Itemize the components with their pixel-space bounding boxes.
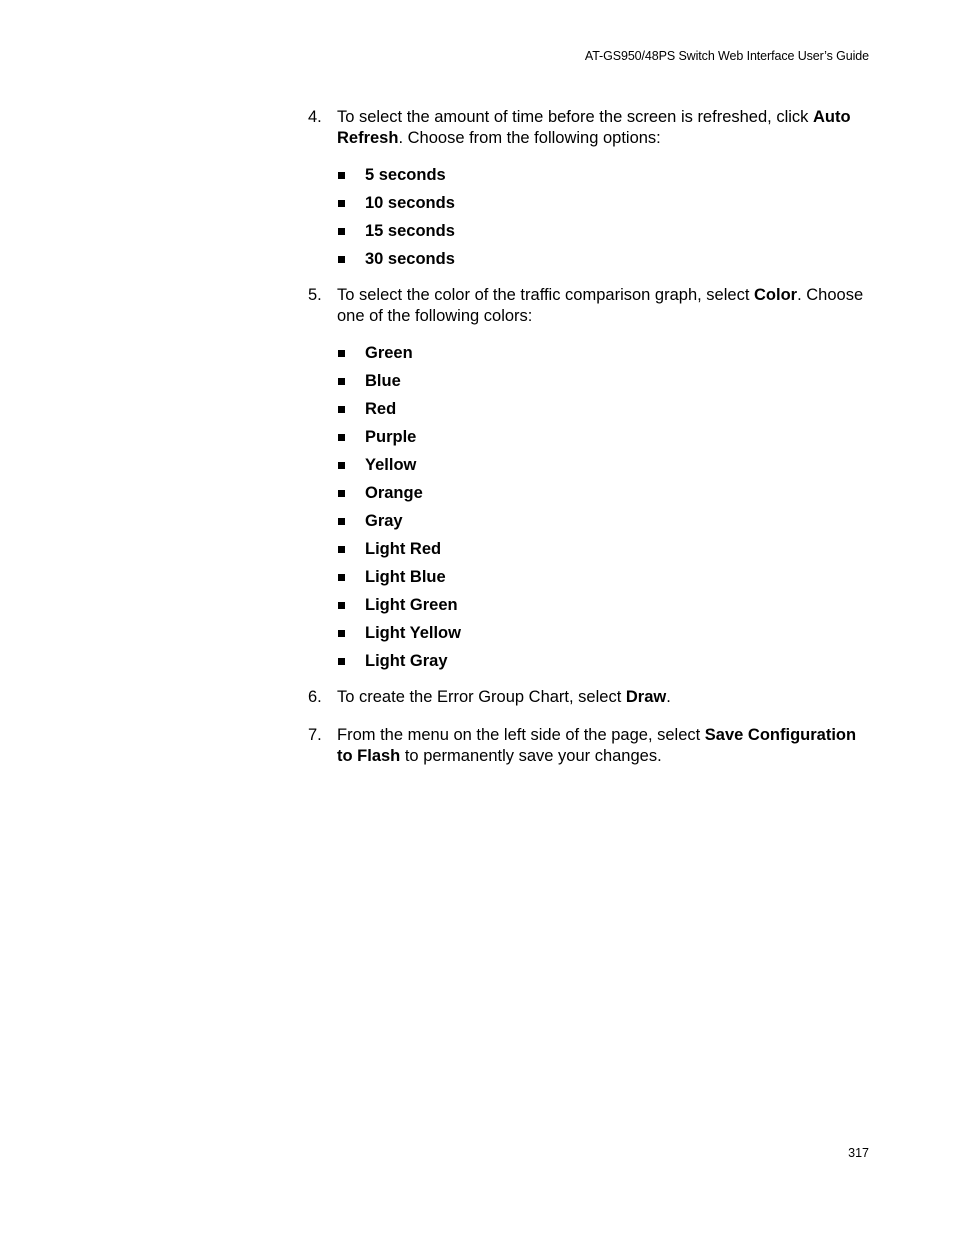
list-item — [308, 339, 874, 367]
instructions — [308, 107, 874, 767]
square-bullet-icon — [338, 518, 345, 525]
step-text — [337, 687, 874, 708]
list-item — [308, 423, 874, 451]
step-text-part: to permanently save your changes. — [400, 747, 662, 765]
list-item-text: Light Blue — [365, 568, 446, 586]
step-number: 5. — [308, 286, 322, 304]
step-text-part: To create the Error Group Chart, select — [337, 688, 626, 706]
list-item-text: Gray — [365, 512, 403, 530]
step-text — [337, 725, 874, 767]
ui-label-color: Color — [754, 286, 798, 304]
square-bullet-icon — [338, 462, 345, 469]
step-number: 6. — [308, 688, 322, 706]
list-item — [308, 245, 874, 273]
square-bullet-icon — [338, 546, 345, 553]
color-options-list — [308, 339, 874, 675]
header-title: AT-GS950/48PS Switch Web Interface User’s Guide — [584, 49, 869, 63]
square-bullet-icon — [338, 172, 345, 179]
ui-label-draw: Draw — [625, 688, 667, 706]
list-item-text: Orange — [365, 484, 423, 502]
square-bullet-icon — [338, 200, 345, 207]
step-text-part: . Choose one of the following colors: — [337, 286, 864, 325]
list-item-text: Yellow — [365, 456, 417, 474]
square-bullet-icon — [338, 602, 345, 609]
list-item — [308, 161, 874, 189]
square-bullet-icon — [338, 434, 345, 441]
square-bullet-icon — [338, 574, 345, 581]
list-item-text: Red — [365, 400, 397, 418]
list-item-text: 10 seconds — [365, 194, 455, 212]
list-item — [308, 395, 874, 423]
square-bullet-icon — [338, 630, 345, 637]
list-item — [308, 367, 874, 395]
step-text-part: From the menu on the left side of the page, select — [337, 726, 705, 744]
square-bullet-icon — [338, 256, 345, 263]
step-text-part: . Choose from the following options: — [398, 129, 661, 147]
list-item-text: 5 seconds — [365, 166, 446, 184]
ui-label-save-configuration: Save Configuration to Flash — [337, 726, 857, 765]
list-item-text: Light Gray — [365, 652, 448, 670]
step-7 — [308, 725, 874, 767]
step-text — [337, 285, 874, 327]
list-item-text: 15 seconds — [365, 222, 455, 240]
list-item-text: Green — [365, 344, 413, 362]
square-bullet-icon — [338, 490, 345, 497]
step-number: 4. — [308, 108, 322, 126]
list-item-text: Blue — [365, 372, 401, 390]
step-text-part: . — [666, 688, 671, 706]
square-bullet-icon — [338, 350, 345, 357]
square-bullet-icon — [338, 378, 345, 385]
list-item — [308, 217, 874, 245]
page-number: 317 — [848, 1146, 869, 1160]
list-item-text: Light Green — [365, 596, 458, 614]
step-6 — [308, 687, 874, 708]
list-item — [308, 619, 874, 647]
list-item — [308, 563, 874, 591]
step-text — [337, 107, 874, 149]
step-text-part: To select the color of the traffic comparison graph, select — [337, 286, 754, 304]
list-item — [308, 507, 874, 535]
ui-label-auto-refresh: Auto Refresh — [337, 108, 851, 147]
list-item-text: Light Yellow — [365, 624, 461, 642]
list-item-text: 30 seconds — [365, 250, 455, 268]
list-item — [308, 647, 874, 675]
step-4 — [308, 107, 874, 149]
list-item — [308, 535, 874, 563]
list-item-text: Purple — [365, 428, 417, 446]
step-5 — [308, 285, 874, 327]
square-bullet-icon — [338, 406, 345, 413]
square-bullet-icon — [338, 228, 345, 235]
list-item — [308, 189, 874, 217]
square-bullet-icon — [338, 658, 345, 665]
list-item-text: Light Red — [365, 540, 442, 558]
step-text-part: To select the amount of time before the screen is refreshed, click — [337, 108, 813, 126]
list-item — [308, 451, 874, 479]
list-item — [308, 591, 874, 619]
step-number: 7. — [308, 726, 322, 744]
refresh-options-list — [308, 161, 874, 273]
list-item — [308, 479, 874, 507]
